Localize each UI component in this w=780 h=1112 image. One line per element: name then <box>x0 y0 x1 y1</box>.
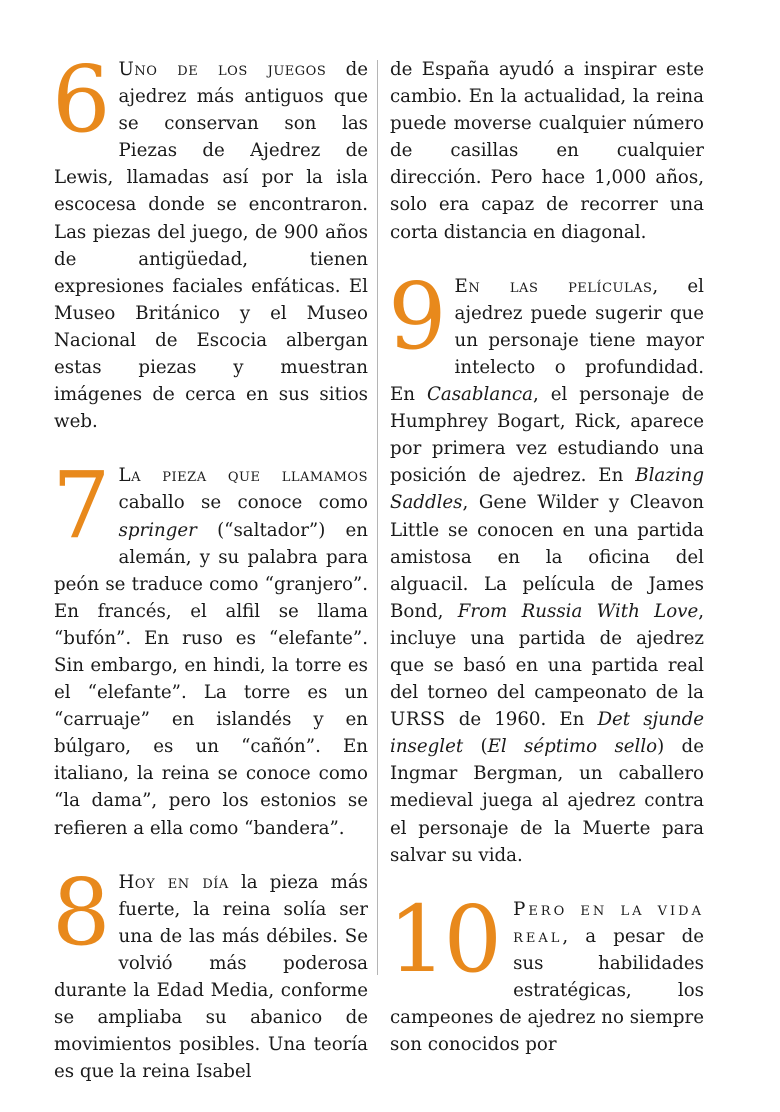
fact-body: , a pesar de sus habilidades estratégicas, los campeones de ajedrez no siempre son conocidos por <box>390 925 704 1056</box>
fact-7 <box>52 452 368 841</box>
fact-italic: Det sjunde inseglet <box>390 709 705 758</box>
fact-text: caballo se conoce como <box>118 492 368 514</box>
fact-text: , el personaje de Humphrey Bogart, Rick, aparece por primera vez estudiando una posición de ajedrez. En <box>390 384 704 487</box>
fact-text: ) de Ingmar Bergman, un caballero medieval juega al ajedrez contra el personaje de la Muerte para salvar su vida. <box>390 736 704 866</box>
fact-lead: Pero en la vida real <box>513 898 704 947</box>
fact-8 <box>52 858 368 1086</box>
fact-italic: El séptimo sello <box>487 736 658 758</box>
fact-italic: Blazing Saddles <box>390 465 704 514</box>
fact-text: , el ajedrez puede sugerir que un personaje tiene mayor intelecto o profundidad. En <box>390 275 704 406</box>
fact-6 <box>52 46 369 435</box>
fact-text: de 1960. En <box>445 709 598 731</box>
fact-8-continued: de España ayudó a inspirar este cambio. En la actualidad, la reina puede moverse cualquier número de casillas en cualquier dirección. Pero hace 1,000 años, solo era capaz de recorrer una corta distancia en diagonal. <box>390 59 704 243</box>
fact-10 <box>388 885 704 1059</box>
fact-lead: Hoy en día <box>118 871 229 893</box>
fact-number: 9 <box>388 262 447 370</box>
fact-text: ( <box>463 736 488 758</box>
fact-body: la pieza más fuerte, la reina solía ser una de las más débiles. Se volvió más poderosa durante la Edad Media, conforme se ampliaba su abanico de movimientos posibles. Una teoría es que la reina Isabel <box>54 871 368 1083</box>
fact-italic: springer <box>118 519 197 541</box>
right-column <box>390 56 704 1085</box>
fact-lead: En las películas <box>454 275 653 297</box>
fact-smallcaps: URSS <box>390 709 446 731</box>
fact-lead: La pieza que llamamos <box>118 465 368 487</box>
left-column <box>52 46 369 1112</box>
fact-text: , incluye una partida de ajedrez que se basó en una partida real del torneo del campeonato de la <box>390 600 704 704</box>
fact-lead: Uno de los juegos <box>118 59 327 80</box>
column-divider <box>377 60 378 975</box>
fact-body: de ajedrez más antiguos que se conservan son las Piezas de Ajedrez de Lewis, llamadas así por la isla escocesa donde se encontraron. Las piezas del juego, de 900 años de antigüedad, tienen expresiones faciales enfáticas. El Museo Británico y el Museo Nacional de Escocia albergan estas piezas y muestran imágenes de cerca en sus sitios web. <box>54 59 369 433</box>
fact-number: 10 <box>388 885 500 993</box>
fact-text: (“saltador”) en alemán, y su palabra para peón se traduce como “granjero”. En francés, el alfil se llama “bufón”. En ruso es “elefante”. Sin embargo, en hindi, la torre es el “elefante”. La torre es un “carruaje” en islandés y en búlgaro, es un “cañón”. En italiano, la reina se conoce como “la dama”, pero los estonios se refieren a ella como “bandera”. <box>54 519 368 839</box>
fact-text: , Gene Wilder y Cleavon Little se conocen en una partida amistosa en la oficina del alguacil. La película de James Bond, <box>390 492 704 622</box>
fact-italic: Casablanca <box>426 384 533 406</box>
fact-9 <box>388 262 705 869</box>
fact-number: 6 <box>52 46 111 153</box>
fact-italic: From Russia With Love <box>457 600 699 622</box>
fact-number: 8 <box>52 858 111 966</box>
fact-number: 7 <box>52 452 111 560</box>
